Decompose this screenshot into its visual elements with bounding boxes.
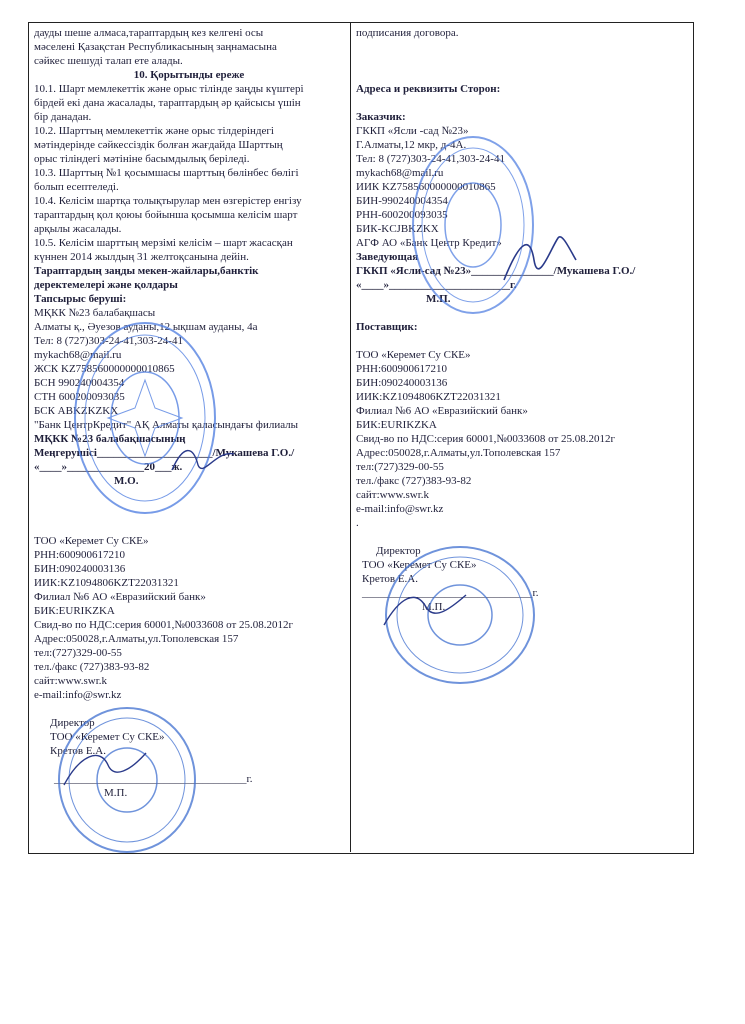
- supplier-detail: тел./факс (727)383-93-82: [34, 661, 150, 673]
- head-org: МҚКК №23 балабақшасының: [34, 433, 186, 445]
- customer-detail: МҚКК №23 балабақшасы: [34, 307, 156, 319]
- supplier-director: Директор: [50, 717, 95, 729]
- supplier-detail: Адрес:050028,г.Алматы,ул.Тополевская 157: [34, 633, 239, 645]
- head-sign: _____________________/Мукашева Г.О./: [96, 447, 295, 459]
- supplier-company: ТОО «Керемет Су СКЕ»: [50, 731, 165, 743]
- supplier-detail: Адрес:050028,г.Алматы,ул.Тополевская 157: [356, 447, 561, 459]
- customer-detail: "Банк ЦентрКредит" АҚ Алматы қаласындағы филиалы: [34, 419, 299, 431]
- supplier-person: Кретов Е.А.: [362, 573, 418, 585]
- customer-detail: БСК ABKZKZKX: [34, 405, 119, 417]
- supplier-detail: тел:(727)329-00-55: [356, 461, 444, 473]
- head-label: Меңгерушісі: [34, 447, 97, 459]
- supplier-label: Поставщик:: [356, 321, 418, 333]
- clause-line: бір данадан.: [34, 111, 92, 123]
- customer-detail: Тел: 8 (727)303-24-41,303-24-41: [356, 153, 505, 165]
- supplier-detail: БИК:EURIKZKA: [356, 419, 437, 431]
- customer-detail: ГККП «Ясли -сад №23»: [356, 125, 469, 137]
- customer-detail: ИИК KZ758560000000010865: [356, 181, 496, 193]
- supplier-detail: e-mail:info@swr.kz: [356, 503, 444, 515]
- supplier-detail: РНН:600900617210: [356, 363, 448, 375]
- supplier-sign-line: ___________________________________г.: [54, 773, 253, 785]
- customer-detail: АГФ АО «Банк Центр Кредит»: [356, 237, 502, 249]
- customer-label: Тапсырыс беруші:: [34, 293, 127, 305]
- supplier-detail: Филиал №6 АО «Евразийский банк»: [356, 405, 528, 417]
- supplier-detail: тел./факс (727)383-93-82: [356, 475, 472, 487]
- head-sign: _______________/Мукашева Г.О./: [471, 265, 636, 277]
- supplier-company: ТОО «Керемет Су СКЕ»: [362, 559, 477, 571]
- supplier-detail: БИН:090240003136: [356, 377, 448, 389]
- supplier-detail: ТОО «Керемет Су СКЕ»: [356, 349, 471, 361]
- head-org: ГККП «Ясли-сад №23»: [356, 265, 472, 277]
- clause-line: орыс тіліндегі мәтініне басымдылық беріледі.: [34, 153, 250, 165]
- intro-line: дауды шеше алмаса,тараптардың кез келгені осы: [34, 27, 264, 39]
- clause-line: бірдей екі дана жасалады, тараптардың әр қайсысы үшін: [34, 97, 301, 109]
- customer-detail: Г.Алматы,12 мкр, д-4А.: [356, 139, 467, 151]
- column-divider: [350, 22, 351, 852]
- supplier-detail: Филиал №6 АО «Евразийский банк»: [34, 591, 206, 603]
- clause-line: 10.3. Шарттың №1 қосымшасы шарттың бөлінбес бөлігі: [34, 167, 299, 179]
- supplier-seal-mark: М.П.: [104, 787, 128, 799]
- supplier-detail: тел:(727)329-00-55: [34, 647, 122, 659]
- customer-detail: ЖСК KZ758560000000010865: [34, 363, 175, 375]
- date-line: «____»______________________г.: [356, 279, 517, 291]
- customer-detail: БСН 990240004354: [34, 377, 125, 389]
- customer-detail: Алматы қ., Әуезов ауданы,12 ықшам ауданы, 4а: [34, 321, 258, 333]
- intro-line: мәселені Қазақстан Республикасының заңнамасына: [34, 41, 277, 53]
- supplier-detail: сайт:www.swr.k: [34, 675, 108, 687]
- clause-line: тараптардың қол қоюы бойынша қосымша келісім шарт: [34, 209, 298, 221]
- supplier-detail: БИК:EURIKZKA: [34, 605, 115, 617]
- customer-detail: БИК-KCJBKZKX: [356, 223, 439, 235]
- right-column: [356, 26, 686, 614]
- intro-line: подписания договора.: [356, 27, 459, 39]
- section-title: 10. Қорытынды ереже: [133, 69, 245, 81]
- supplier-sign-line: _______________________________г.: [362, 587, 539, 599]
- supplier-detail: Свид-во по НДС:серия 60001,№0033608 от 25.08.2012г: [34, 619, 294, 631]
- customer-detail: РНН-600200093035: [356, 209, 448, 221]
- clause-line: арқылы жасалады.: [34, 223, 122, 235]
- supplier-seal-mark: М.П.: [422, 601, 446, 613]
- head-sign-line: [356, 264, 686, 278]
- clause-line: мәтіндерінде сәйкессіздік болған жағдайда Шарттың: [34, 139, 283, 151]
- customer-detail: БИН-990240004354: [356, 195, 448, 207]
- left-column: [34, 26, 344, 800]
- supplier-detail: ТОО «Керемет Су СКЕ»: [34, 535, 149, 547]
- customer-detail: mykach68@mail.ru: [356, 167, 444, 179]
- clause-line: күннен 2014 жылдың 31 желтоқсанына дейін.: [34, 251, 249, 263]
- seal-mark: М.П.: [426, 293, 451, 305]
- supplier-detail: БИН:090240003136: [34, 563, 126, 575]
- supplier-detail: ИИК:KZ1094806KZT22031321: [34, 577, 179, 589]
- clause-line: 10.5. Келісім шарттың мерзімі келісім – шарт жасасқан: [34, 237, 293, 249]
- customer-detail: СТН 600200093035: [34, 391, 125, 403]
- supplier-director: Директор: [376, 545, 421, 557]
- clause-line: 10.1. Шарт мемлекеттік және орыс тілінде заңды күштері: [34, 83, 304, 95]
- seal-mark: М.О.: [114, 475, 139, 487]
- clause-line: болып есептеледі.: [34, 181, 119, 193]
- customer-label: Заказчик:: [356, 111, 406, 123]
- supplier-detail: .: [356, 517, 359, 529]
- customer-detail: mykach68@mail.ru: [34, 349, 122, 361]
- supplier-detail: РНН:600900617210: [34, 549, 126, 561]
- supplier-person: Кретов Е.А.: [50, 745, 106, 757]
- intro-line: сәйкес шешуді талап ете алады.: [34, 55, 183, 67]
- supplier-detail: сайт:www.swr.k: [356, 489, 430, 501]
- head-sign-line: [34, 446, 344, 460]
- date-line: «____»______________20___ж.: [34, 461, 183, 473]
- head-label: Заведующая: [356, 251, 419, 263]
- clause-line: 10.4. Келісім шартқа толықтырулар мен өзгерістер енгізу: [34, 195, 302, 207]
- clause-line: 10.2. Шарттың мемлекеттік және орыс тілдеріндегі: [34, 125, 274, 137]
- supplier-detail: e-mail:info@swr.kz: [34, 689, 122, 701]
- supplier-detail: ИИК:KZ1094806KZT22031321: [356, 391, 501, 403]
- customer-detail: Тел: 8 (727)303-24-41,303-24-41: [34, 335, 183, 347]
- supplier-detail: Свид-во по НДС:серия 60001,№0033608 от 25.08.2012г: [356, 433, 616, 445]
- parties-heading: деректемелері және қолдары: [34, 279, 178, 291]
- parties-heading: Тараптардың заңды мекен-жайлары,банктік: [34, 265, 259, 277]
- requisites-heading: Адреса и реквизиты Сторон:: [356, 83, 501, 95]
